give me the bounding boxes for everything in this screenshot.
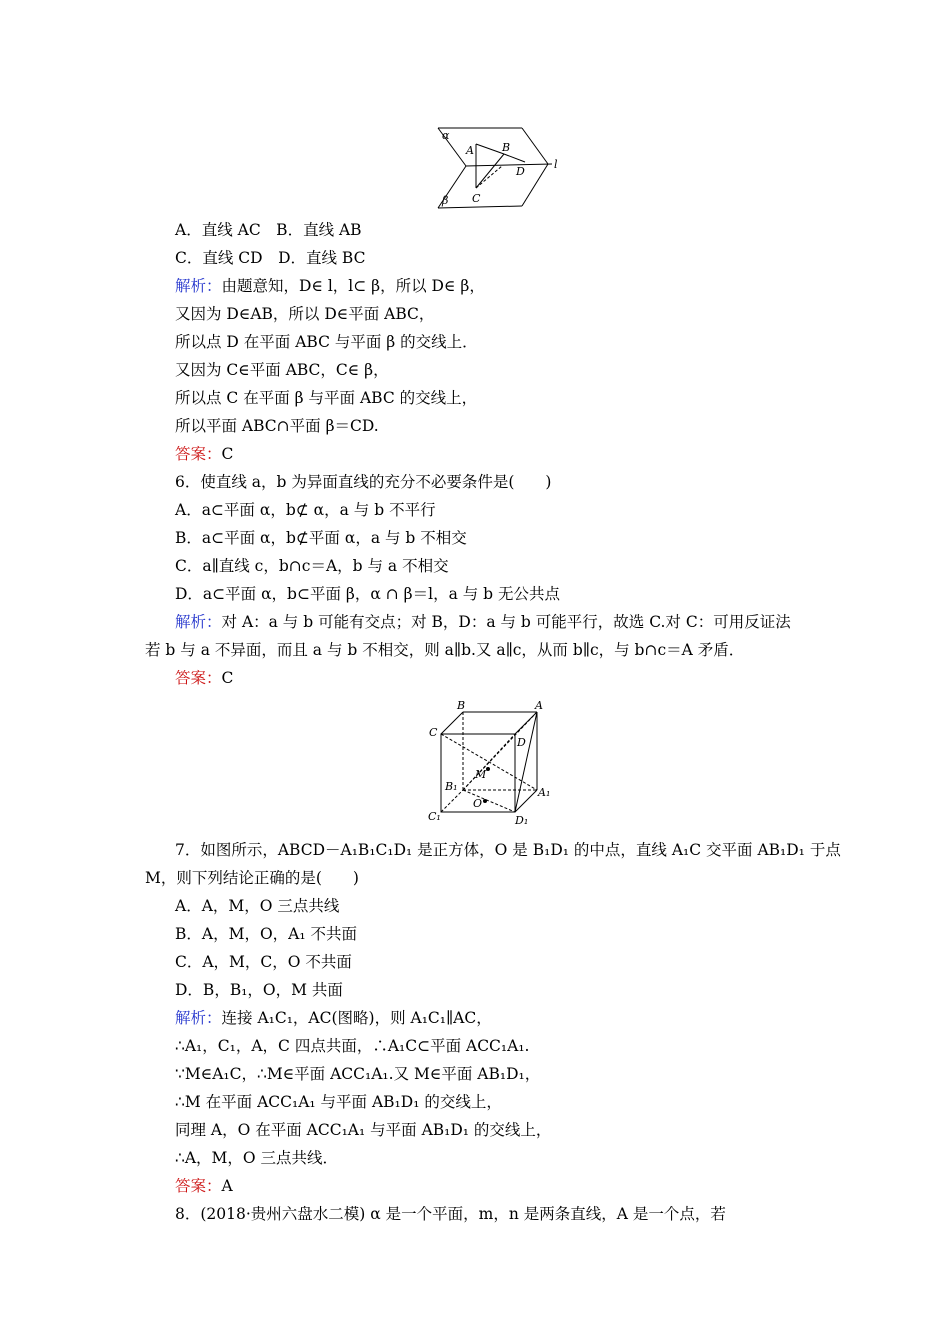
q5-analysis-line: 所以点 C 在平面 β 与平面 ABC 的交线上， bbox=[175, 389, 478, 407]
label-A: A bbox=[535, 699, 543, 712]
q6-analysis-line bbox=[175, 612, 791, 632]
label-B: B bbox=[457, 699, 466, 712]
q5-analysis-line: 又因为 D∈AB，所以 D∈平面 ABC， bbox=[175, 305, 435, 323]
analysis-text: 由题意知，D∈ l，l⊂ β，所以 D∈ β， bbox=[221, 277, 485, 295]
q7-option-b: B．A，M，O，A₁ 不共面 bbox=[175, 925, 357, 943]
q5-option-ab: A．直线 AC B．直线 AB bbox=[175, 221, 362, 239]
answer-value: C bbox=[221, 445, 234, 463]
answer-label: 答案： bbox=[175, 669, 222, 687]
q7-stem-line2: M，则下列结论正确的是( ) bbox=[145, 869, 359, 887]
label-C: C bbox=[429, 726, 438, 739]
analysis-label: 解析： bbox=[175, 277, 222, 295]
q6-option-b: B．a⊂平面 α，b⊄平面 α，a 与 b 不相交 bbox=[175, 529, 467, 547]
label-beta: β bbox=[442, 194, 449, 207]
label-D: D bbox=[517, 736, 526, 749]
q7-analysis-line: 同理 A，O 在平面 ACC₁A₁ 与平面 AB₁D₁ 的交线上， bbox=[175, 1121, 552, 1139]
q7-option-c: C．A，M，C，O 不共面 bbox=[175, 953, 352, 971]
analysis-label: 解析： bbox=[175, 613, 222, 631]
answer-label: 答案： bbox=[175, 445, 222, 463]
q6-option-c: C．a∥直线 c，b∩c＝A，b 与 a 不相交 bbox=[175, 557, 449, 575]
answer-value: A bbox=[221, 1177, 233, 1195]
q7-stem-line1: 7．如图所示，ABCD－A₁B₁C₁D₁ 是正方体，O 是 B₁D₁ 的中点，直线 A₁C 交平面 AB₁D₁ 于点 bbox=[175, 841, 841, 859]
q5-analysis-line: 所以点 D 在平面 ABC 与平面 β 的交线上． bbox=[175, 333, 478, 351]
q5-option-cd: C．直线 CD D．直线 BC bbox=[175, 249, 366, 267]
q6-option-d: D．a⊂平面 α，b⊂平面 β，α ∩ β＝l，a 与 b 无公共点 bbox=[175, 585, 561, 603]
answer-label: 答案： bbox=[175, 1177, 222, 1195]
label-alpha: α bbox=[442, 129, 450, 142]
q7-analysis-line: ∴A₁，C₁，A，C 四点共面，∴A₁C⊂平面 ACC₁A₁. bbox=[175, 1037, 530, 1055]
q7-analysis-line bbox=[175, 1008, 492, 1028]
analysis-label: 解析： bbox=[175, 1009, 222, 1027]
q5-answer bbox=[175, 444, 233, 464]
figure-cube-diagram bbox=[425, 698, 555, 826]
q8-stem: 8．(2018·贵州六盘水二模) α 是一个平面，m，n 是两条直线，A 是一个点，若 bbox=[175, 1205, 726, 1223]
q7-analysis-line: ∴A，M，O 三点共线． bbox=[175, 1149, 339, 1167]
q7-option-d: D．B，B₁，O，M 共面 bbox=[175, 981, 343, 999]
q5-analysis-line: 又因为 C∈平面 ABC，C∈ β， bbox=[175, 361, 389, 379]
label-B: B bbox=[502, 141, 511, 154]
label-l: l bbox=[554, 158, 558, 171]
q6-answer bbox=[175, 668, 233, 688]
label-B1: B₁ bbox=[445, 780, 458, 793]
analysis-text: 连接 A₁C₁，AC(图略)，则 A₁C₁∥AC， bbox=[221, 1009, 492, 1027]
figure-planes-diagram bbox=[430, 124, 570, 212]
q6-analysis-cont: 若 b 与 a 不异面，而且 a 与 b 不相交，则 a∥b.又 a∥c，从而 b∥c，与 b∩c＝A 矛盾． bbox=[145, 641, 745, 659]
q7-analysis-line: ∴M 在平面 ACC₁A₁ 与平面 AB₁D₁ 的交线上， bbox=[175, 1093, 502, 1111]
label-C: C bbox=[472, 192, 481, 205]
label-A1: A₁ bbox=[538, 786, 551, 799]
q7-option-a: A．A，M，O 三点共线 bbox=[175, 897, 340, 915]
q5-analysis-line: 所以平面 ABC∩平面 β＝CD. bbox=[175, 417, 379, 435]
label-D1: D₁ bbox=[515, 814, 529, 826]
q6-option-a: A．a⊂平面 α，b⊄ α，a 与 b 不平行 bbox=[175, 501, 436, 519]
label-A: A bbox=[466, 144, 474, 157]
q6-stem: 6．使直线 a，b 为异面直线的充分不必要条件是( ) bbox=[175, 473, 552, 491]
q5-analysis-line bbox=[175, 276, 485, 296]
analysis-text: 对 A：a 与 b 可能有交点；对 B，D：a 与 b 可能平行，故选 C.对 C：可用反证法 bbox=[221, 613, 791, 631]
q7-answer bbox=[175, 1176, 233, 1196]
q7-analysis-line: ∵M∈A₁C，∴M∈平面 ACC₁A₁.又 M∈平面 AB₁D₁， bbox=[175, 1065, 541, 1083]
label-M: M bbox=[475, 768, 487, 781]
label-O: O bbox=[473, 797, 483, 810]
label-D: D bbox=[516, 165, 525, 178]
answer-value: C bbox=[221, 669, 234, 687]
label-C1: C₁ bbox=[428, 810, 441, 823]
